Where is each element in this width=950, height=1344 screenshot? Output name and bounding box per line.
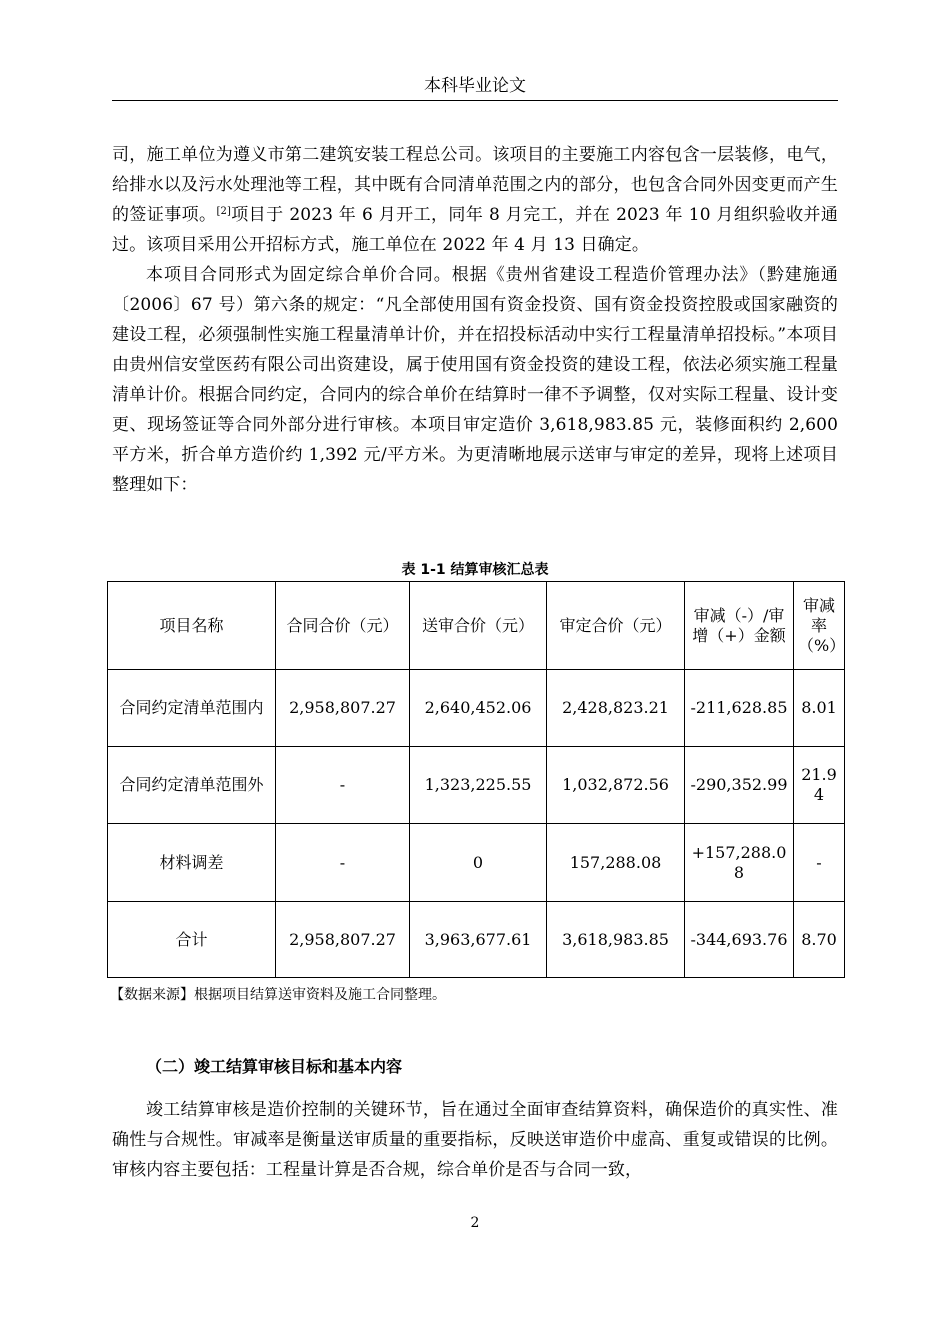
paragraph-1-tail: 项目于 2023 年 6 月开工，同年 8 月完工，并在 2023 年 10 月组织验收并通过。该项目采用公开招标方式，施工单位在 2022 年 4 月 13 日确定。 <box>112 205 838 255</box>
table-cell: -344,693.76 <box>685 902 794 978</box>
table-cell: 8.70 <box>794 902 845 978</box>
table-cell: +157,288.08 <box>685 824 794 902</box>
table-cell: -290,352.99 <box>685 747 794 824</box>
header-cell: 送审合价（元） <box>410 582 547 670</box>
table-row <box>108 902 845 978</box>
table-header-row <box>108 582 845 670</box>
table-cell: 合同约定清单范围内 <box>108 670 276 747</box>
table-cell: 21.94 <box>794 747 845 824</box>
table-cell: 0 <box>410 824 547 902</box>
table-cell: 1,032,872.56 <box>547 747 685 824</box>
paragraph-3: 竣工结算审核是造价控制的关键环节，旨在通过全面审查结算资料，确保造价的真实性、准确性与合规性。审减率是衡量送审质量的重要指标，反映送审造价中虚高、重复或错误的比例。审核内容主要包括：工程量计算是否合规，综合单价是否与合同一致， <box>112 1100 838 1180</box>
table-cell: 3,963,677.61 <box>410 902 547 978</box>
paragraph-1 <box>112 140 838 260</box>
table-cell: 8.01 <box>794 670 845 747</box>
table-row <box>108 670 845 747</box>
section-heading: （二）竣工结算审核目标和基本内容 <box>146 1057 403 1076</box>
table-cell: 合同约定清单范围外 <box>108 747 276 824</box>
table-cell: - <box>276 747 410 824</box>
audit-summary-table <box>107 581 845 978</box>
table-cell: 157,288.08 <box>547 824 685 902</box>
table-cell: 2,958,807.27 <box>276 670 410 747</box>
table-cell: - <box>794 824 845 902</box>
header-cell: 审定合价（元） <box>547 582 685 670</box>
header-rule <box>112 100 838 101</box>
citation-ref[interactable]: [2] <box>216 206 231 217</box>
table-row <box>108 747 845 824</box>
table-cell: 材料调差 <box>108 824 276 902</box>
page-number: 2 <box>470 1215 480 1231</box>
header-cell: 合同合价（元） <box>276 582 410 670</box>
table-caption: 表 1-1 结算审核汇总表 <box>401 562 549 578</box>
paragraph-2: 本项目合同形式为固定综合单价合同。根据《贵州省建设工程造价管理办法》（黔建施通〔2006〕67 号）第六条的规定：“凡全部使用国有资金投资、国有资金投资控股或国家融资的建设工程，必须强制性实施工程量清单计价，并在招投标活动中实行工程量清单招投标。”本项目由贵州信安堂医药有限公司出资建设，属于使用国有资金投资的建设工程，依法必须实施工程量清单计价。根据合同约定，合同内的综合单价在结算时一律不予调整，仅对实际工程量、设计变更、现场签证等合同外部分进行审核。本项目审定造价 3,618,983.85 元，装修面积约 2,600 平方米，折合单方造价约 1,392 元/平方米。为更清晰地展示送审与审定的差异，现将上述项目整理如下： <box>112 265 838 495</box>
header-cell: 审减率（%） <box>794 582 845 670</box>
table-cell: 2,428,823.21 <box>547 670 685 747</box>
table-cell: 合计 <box>108 902 276 978</box>
table-source-note: 【数据来源】根据项目结算送审资料及施工合同整理。 <box>110 987 446 1003</box>
table-cell: 1,323,225.55 <box>410 747 547 824</box>
table-cell: - <box>276 824 410 902</box>
table-cell: 2,958,807.27 <box>276 902 410 978</box>
table-cell: 3,618,983.85 <box>547 902 685 978</box>
header-cell: 项目名称 <box>108 582 276 670</box>
table-cell: 2,640,452.06 <box>410 670 547 747</box>
header-cell: 审减（-）/审增（+）金额 <box>685 582 794 670</box>
running-header: 本科毕业论文 <box>424 76 526 96</box>
table-row <box>108 824 845 902</box>
paragraph-1-text: 司，施工单位为遵义市第二建筑安装工程总公司。该项目的主要施工内容包含一层装修，电气，给排水以及污水处理池等工程，其中既有合同清单范围之内的部分，也包含合同外因变更而产生的签证事项。 <box>112 145 838 225</box>
table-cell: -211,628.85 <box>685 670 794 747</box>
